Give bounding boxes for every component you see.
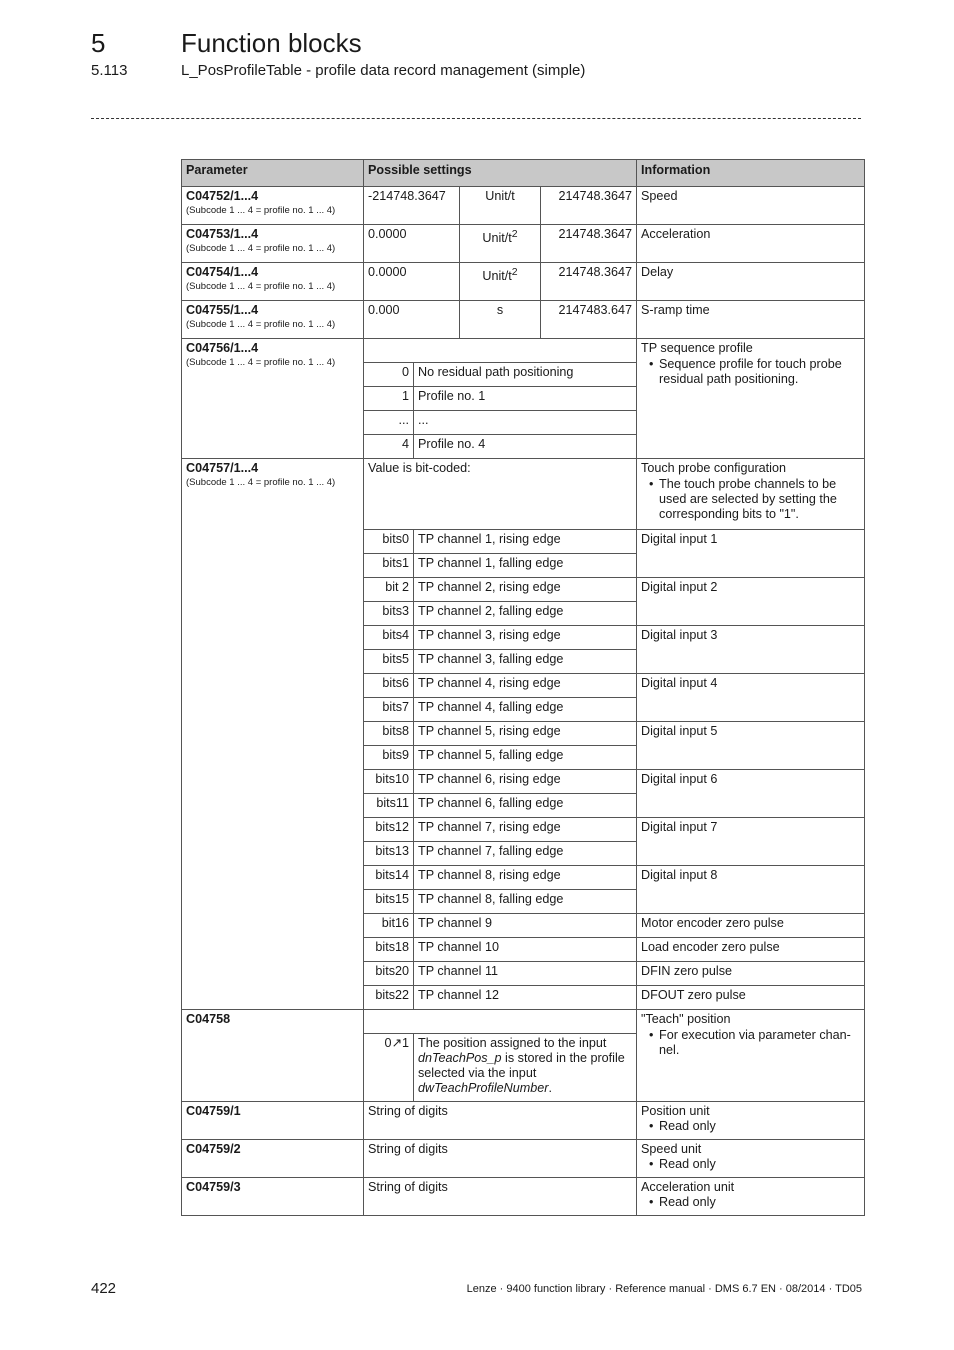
information: [637, 1102, 865, 1140]
subcode-note: (Subcode 1 ... 4 = profile no. 1 ... 4): [186, 281, 336, 292]
max-value: 214748.3647: [541, 263, 637, 301]
bit-number: bits0: [364, 530, 414, 554]
max-value: 2147483.647: [541, 301, 637, 339]
parameter-code: C04757/1...4: [186, 461, 259, 475]
bit-label: TP channel 3, rising edge: [414, 626, 637, 650]
bit-number: bits4: [364, 626, 414, 650]
information: [637, 1140, 865, 1178]
information: [637, 339, 865, 459]
footer-reference: Lenze · 9400 function library · Reference manual · DMS 6.7 EN · 08/2014 · TD05: [466, 1283, 862, 1295]
header-information: Information: [637, 160, 865, 187]
bit-label: TP channel 4, rising edge: [414, 674, 637, 698]
info-title: TP sequence profile: [641, 341, 753, 355]
setting: String of digits: [364, 1178, 637, 1216]
bit-number: bits5: [364, 650, 414, 674]
table-row: [182, 459, 865, 530]
bit-label: TP channel 5, rising edge: [414, 722, 637, 746]
bit-information: Digital input 8: [637, 866, 865, 914]
bit-label: TP channel 6, rising edge: [414, 770, 637, 794]
bit-number: bit16: [364, 914, 414, 938]
bit-number: bits22: [364, 986, 414, 1010]
bit-number: bits20: [364, 962, 414, 986]
bit-information: Digital input 1: [637, 530, 865, 578]
bit-number: bits8: [364, 722, 414, 746]
min-value: 0.000: [364, 301, 460, 339]
information: S-ramp time: [637, 301, 865, 339]
subcode-note: (Subcode 1 ... 4 = profile no. 1 ... 4): [186, 477, 336, 488]
bit-number: bit 2: [364, 578, 414, 602]
table-row: [182, 225, 865, 263]
bit-information: Digital input 5: [637, 722, 865, 770]
bit-label: TP channel 2, falling edge: [414, 602, 637, 626]
unit: Unit/t: [460, 187, 541, 225]
bit-number: bits15: [364, 890, 414, 914]
info-bullet: • Read only: [659, 1195, 860, 1210]
info-title: Speed unit: [641, 1142, 702, 1156]
bit-information: Motor encoder zero pulse: [637, 914, 865, 938]
min-value: 0.0000: [364, 225, 460, 263]
option-value: 1: [364, 387, 414, 411]
bit-label: TP channel 7, rising edge: [414, 818, 637, 842]
bit-number: bits1: [364, 554, 414, 578]
parameter-code: C04758: [186, 1012, 231, 1026]
unit: s: [460, 301, 541, 339]
table-header-row: [182, 160, 865, 187]
input-name: dwTeachProfileNumber: [418, 1081, 549, 1095]
information: Acceleration: [637, 225, 865, 263]
section-number: 5.113: [91, 62, 128, 79]
bit-label: TP channel 4, falling edge: [414, 698, 637, 722]
bit-label: TP channel 7, falling edge: [414, 842, 637, 866]
info-title: Acceleration unit: [641, 1180, 735, 1194]
bit-information: Digital input 2: [637, 578, 865, 626]
option-value: 0: [364, 363, 414, 387]
bit-information: Digital input 4: [637, 674, 865, 722]
max-value: 214748.3647: [541, 187, 637, 225]
page-number: 422: [91, 1280, 117, 1297]
settings-blank: [364, 1010, 637, 1034]
information: Speed: [637, 187, 865, 225]
chapter-number: 5: [91, 28, 106, 58]
bit-label: TP channel 1, falling edge: [414, 554, 637, 578]
chapter-title: Function blocks: [181, 28, 362, 58]
bit-number: bits7: [364, 698, 414, 722]
setting: String of digits: [364, 1140, 637, 1178]
section-title: L_PosProfileTable - profile data record management (simple): [181, 62, 586, 79]
unit: Unit/$t^2$: [460, 263, 541, 301]
table-row: [182, 301, 865, 339]
header-possible-settings: Possible settings: [364, 160, 637, 187]
parameter-code: C04755/1...4: [186, 303, 259, 317]
subcode-note: (Subcode 1 ... 4 = profile no. 1 ... 4): [186, 205, 336, 216]
bit-label: TP channel 9: [414, 914, 637, 938]
bit-information: DFOUT zero pulse: [637, 986, 865, 1010]
bit-label: TP channel 12: [414, 986, 637, 1010]
bit-label: TP channel 10: [414, 938, 637, 962]
setting: String of digits: [364, 1102, 637, 1140]
table-row: [182, 339, 865, 363]
bit-information: Digital input 7: [637, 818, 865, 866]
bit-information: Digital input 3: [637, 626, 865, 674]
parameter-code: C04752/1...4: [186, 189, 259, 203]
parameter-code: C04759/2: [186, 1142, 241, 1156]
bit-information: Digital input 6: [637, 770, 865, 818]
bit-number: bits9: [364, 746, 414, 770]
bit-number: bits3: [364, 602, 414, 626]
option-label: Profile no. 1: [414, 387, 637, 411]
bit-label: TP channel 1, rising edge: [414, 530, 637, 554]
parameter-table: [181, 159, 865, 1216]
settings-blank: [364, 339, 637, 363]
information: [637, 1010, 865, 1102]
info-bullet: • Sequence profile for touch probe residual path positioning.: [659, 357, 860, 387]
bit-information: Load encoder zero pulse: [637, 938, 865, 962]
min-value: -214748.3647: [364, 187, 460, 225]
table-row: [182, 187, 865, 225]
option-description: The position assigned to the input dnTeachPos_p is stored in the profile selected via the input dwTeachProfileNumber.: [414, 1034, 637, 1102]
option-label: Profile no. 4: [414, 435, 637, 459]
option-value: 0↗1: [364, 1034, 414, 1102]
bit-label: TP channel 5, falling edge: [414, 746, 637, 770]
bit-label: TP channel 2, rising edge: [414, 578, 637, 602]
bit-number: bits12: [364, 818, 414, 842]
subcode-note: (Subcode 1 ... 4 = profile no. 1 ... 4): [186, 357, 336, 368]
bit-label: TP channel 6, falling edge: [414, 794, 637, 818]
info-bullet: • Read only: [659, 1157, 860, 1172]
info-title: Position unit: [641, 1104, 710, 1118]
subcode-note: (Subcode 1 ... 4 = profile no. 1 ... 4): [186, 319, 336, 330]
parameter-code: C04754/1...4: [186, 265, 259, 279]
bit-label: TP channel 8, rising edge: [414, 866, 637, 890]
bit-information: DFIN zero pulse: [637, 962, 865, 986]
min-value: 0.0000: [364, 263, 460, 301]
bit-number: bits13: [364, 842, 414, 866]
option-label: No residual path positioning: [414, 363, 637, 387]
info-title: "Teach" position: [641, 1012, 731, 1026]
unit: Unit/$t^2$: [460, 225, 541, 263]
parameter-code: C04759/1: [186, 1104, 241, 1118]
info-bullet: • The touch probe channels to be used are selected by setting the corresponding bits to "1".: [659, 477, 860, 522]
bit-number: bits11: [364, 794, 414, 818]
option-value: 4: [364, 435, 414, 459]
max-value: 214748.3647: [541, 225, 637, 263]
bit-label: TP channel 3, falling edge: [414, 650, 637, 674]
option-value: ...: [364, 411, 414, 435]
option-label: ...: [414, 411, 637, 435]
bit-number: bits10: [364, 770, 414, 794]
bit-number: bits18: [364, 938, 414, 962]
table-row: [182, 1140, 865, 1178]
parameter-code: C04759/3: [186, 1180, 241, 1194]
table-row: [182, 1010, 865, 1034]
header-divider: [91, 118, 861, 119]
bit-number: bits14: [364, 866, 414, 890]
info-bullet: • For execution via parameter chan-nel.: [659, 1028, 860, 1058]
subcode-note: (Subcode 1 ... 4 = profile no. 1 ... 4): [186, 243, 336, 254]
bit-label: TP channel 8, falling edge: [414, 890, 637, 914]
bit-coded-intro: Value is bit-coded:: [364, 459, 637, 530]
bit-number: bits6: [364, 674, 414, 698]
bit-label: TP channel 11: [414, 962, 637, 986]
info-title: Touch probe configuration: [641, 461, 786, 475]
parameter-code: C04756/1...4: [186, 341, 259, 355]
table-row: [182, 263, 865, 301]
input-name: dnTeachPos_p: [418, 1051, 502, 1065]
information: [637, 459, 865, 530]
header-parameter: Parameter: [182, 160, 364, 187]
parameter-code: C04753/1...4: [186, 227, 259, 241]
information: Delay: [637, 263, 865, 301]
table-row: [182, 1178, 865, 1216]
info-bullet: • Read only: [659, 1119, 860, 1134]
information: [637, 1178, 865, 1216]
table-row: [182, 1102, 865, 1140]
